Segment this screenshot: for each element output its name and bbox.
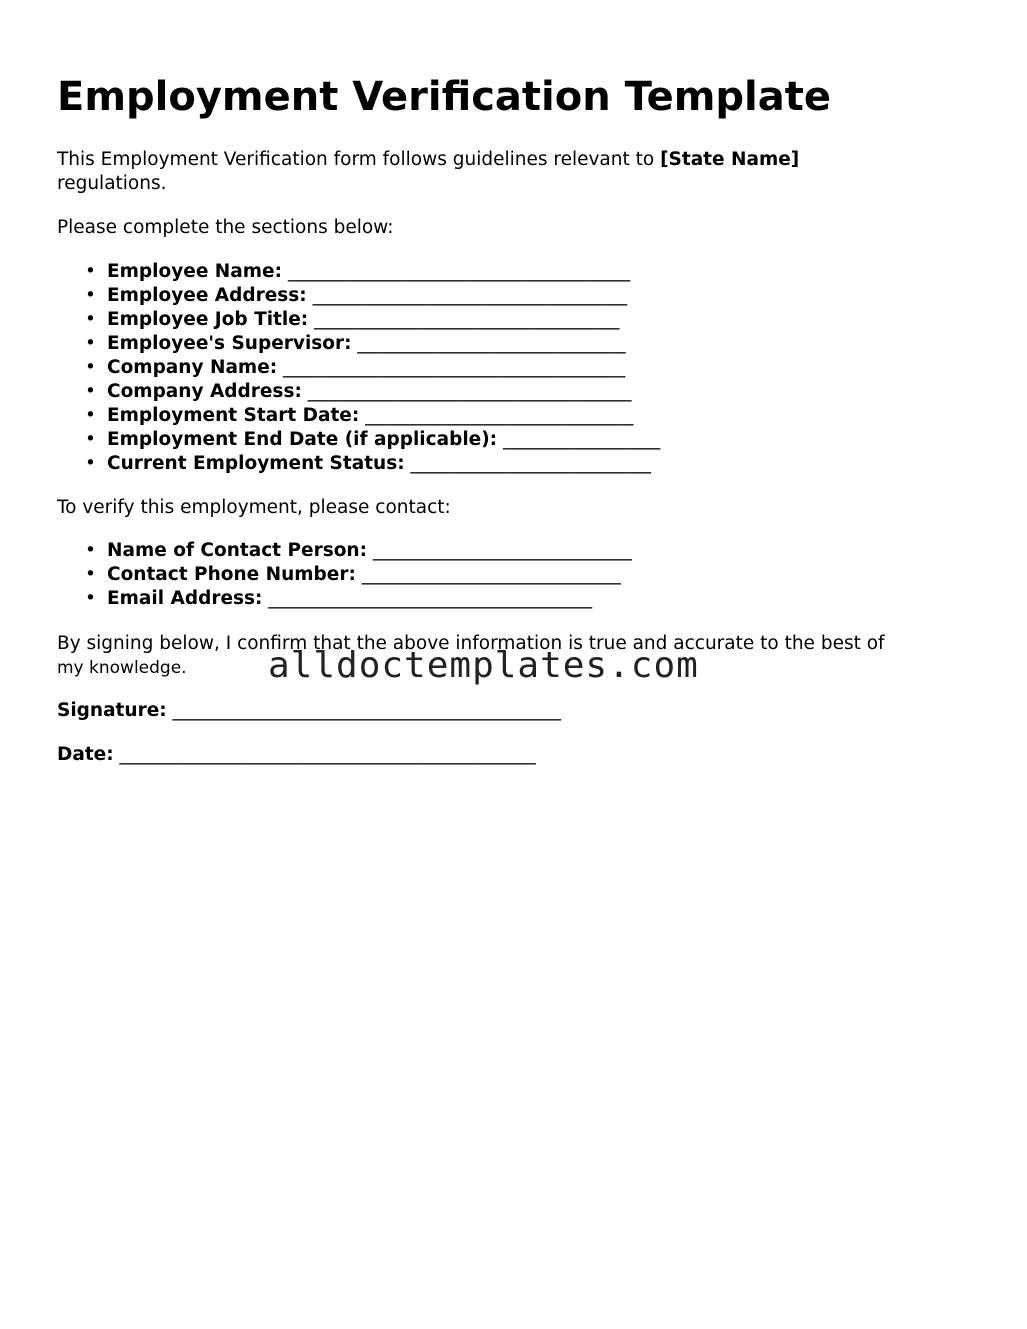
contact-intro-text: To verify this employment, please contact: (57, 497, 451, 518)
field-company-address[interactable]: • Company Address: ___________________________________ (107, 380, 660, 404)
watermark-text: alldoctemplates.com (268, 645, 699, 686)
employee-fields-list (57, 260, 660, 476)
field-current-employment-status[interactable]: • Current Employment Status: __________________________ (107, 452, 660, 476)
intro-paragraph (57, 148, 967, 196)
date-field[interactable]: Date: _____________________________________________ (57, 744, 536, 765)
field-employee-address[interactable]: • Employee Address: __________________________________ (107, 284, 660, 308)
intro-text-after: regulations. (57, 173, 167, 194)
field-employee-job-title[interactable]: • Employee Job Title: _________________________________ (107, 308, 660, 332)
intro-text-before: This Employment Verification form follows guidelines relevant to (57, 149, 661, 170)
field-employment-start-date[interactable]: • Employment Start Date: _____________________________ (107, 404, 660, 428)
page-title: Employment Verification Template (57, 74, 832, 120)
field-company-name[interactable]: • Company Name: _____________________________________ (107, 356, 660, 380)
field-employment-end-date[interactable]: • Employment End Date (if applicable): _________________ (107, 428, 660, 452)
field-contact-phone[interactable]: • Contact Phone Number: ____________________________ (107, 563, 632, 587)
confirmation-line-2: my knowledge. (57, 658, 187, 678)
signature-field[interactable]: Signature: __________________________________________ (57, 700, 562, 721)
field-employee-name[interactable]: • Employee Name: _____________________________________ (107, 260, 660, 284)
state-name-placeholder: [State Name] (660, 149, 800, 170)
field-contact-person[interactable]: • Name of Contact Person: ____________________________ (107, 539, 632, 563)
field-employee-supervisor[interactable]: • Employee's Supervisor: _____________________________ (107, 332, 660, 356)
field-email-address[interactable]: • Email Address: ___________________________________ (107, 587, 632, 611)
instructions-text: Please complete the sections below: (57, 217, 394, 238)
confirmation-line-1: By signing below, I confirm that the above information is true and accurate to the best of (57, 633, 885, 654)
contact-fields-list (57, 539, 632, 611)
